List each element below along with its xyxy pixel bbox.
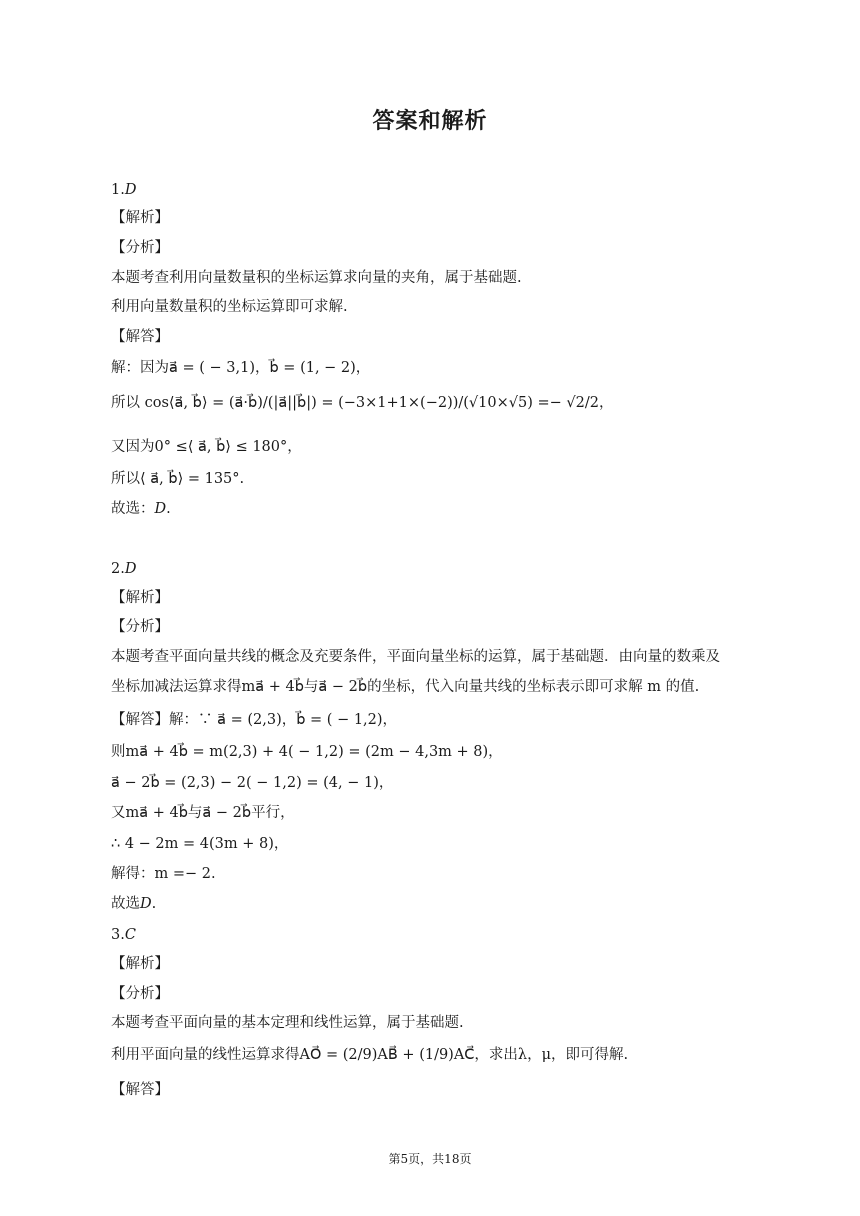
q3-fenxi-line-1: 本题考查平面向量的基本定理和线性运算，属于基础题.	[111, 1015, 464, 1031]
q1-solution-line-1: 解：因为a⃗ = ( − 3,1)，b⃗ = (1, − 2)，	[111, 360, 371, 376]
q2-conclusion	[111, 894, 156, 914]
q1-conclusion	[111, 499, 171, 519]
q1-fenxi-label: 【分析】	[111, 240, 169, 256]
q1-fenxi-line-2: 利用向量数量积的坐标运算即可求解.	[111, 299, 348, 315]
q2-solution-line-3: a⃗ − 2b⃗ = (2,3) − 2( − 1,2) = (4, − 1)，	[111, 775, 394, 791]
q1-jieda-label: 【解答】	[111, 329, 169, 345]
q2-jiexi-label: 【解析】	[111, 590, 169, 606]
q2-solution-line-1: 【解答】解：∵ a⃗ = (2,3)，b⃗ = ( − 1,2)，	[111, 712, 398, 728]
q1-solution-line-3: 又因为0° ≤⟨ a⃗, b⃗⟩ ≤ 180°，	[111, 439, 302, 455]
q3-jieda-label: 【解答】	[111, 1082, 169, 1098]
q1-conclusion-prefix: 故选：	[111, 501, 155, 517]
q1-solution-line-4: 所以⟨ a⃗, b⃗⟩ = 135°.	[111, 471, 245, 487]
q2-conclusion-prefix: 故选	[111, 896, 140, 912]
page-footer: 第5页，共18页	[388, 1152, 472, 1166]
q1-fenxi-line-1: 本题考查利用向量数量积的坐标运算求向量的夹角，属于基础题.	[111, 270, 522, 286]
q3-number: 3.	[111, 927, 125, 943]
q2-solution-line-2: 则ma⃗ + 4b⃗ = m(2,3) + 4( − 1,2) = (2m − 4,3m + 8)，	[111, 744, 503, 760]
q1-number: 1.	[111, 182, 125, 198]
q1-conclusion-suffix: .	[166, 501, 171, 517]
q2-fenxi-label: 【分析】	[111, 619, 169, 635]
q1-answer: D	[124, 182, 137, 198]
q3-fenxi-line-2: 利用平面向量的线性运算求得AO⃗ = (2/9)AB⃗ + (1/9)AC⃗，求出λ，μ，即可得解.	[111, 1047, 629, 1063]
q2-conclusion-answer: D	[140, 896, 152, 912]
q2-solution-line-4: 又ma⃗ + 4b⃗与a⃗ − 2b⃗平行，	[111, 805, 295, 821]
q3-jiexi-label: 【解析】	[111, 956, 169, 972]
q2-fenxi-line-1: 本题考查平面向量共线的概念及充要条件，平面向量坐标的运算，属于基础题．由向量的数乘及	[111, 649, 720, 665]
q2-fenxi-line-2: 坐标加减法运算求得ma⃗ + 4b⃗与a⃗ − 2b⃗的坐标，代入向量共线的坐标表示即可求解 m 的值.	[111, 679, 700, 695]
q2-heading	[111, 559, 136, 579]
document-title: 答案和解析	[372, 109, 488, 134]
q3-answer: C	[124, 927, 136, 943]
q1-jiexi-label: 【解析】	[111, 210, 169, 226]
q2-solution-line-6: 解得：m =− 2.	[111, 866, 216, 882]
q1-heading	[111, 180, 136, 200]
q1-solution-line-2: 所以 cos⟨a⃗, b⃗⟩ = (a⃗·b⃗)/(|a⃗||b⃗|) = (−3×1+1×(−2))/(√10×√5) =− √2/2，	[111, 395, 614, 411]
q2-answer: D	[124, 561, 137, 577]
q2-solution-line-5: ∴ 4 − 2m = 4(3m + 8)，	[111, 836, 289, 852]
q3-heading	[111, 925, 136, 945]
q2-conclusion-suffix: .	[151, 896, 157, 912]
q3-fenxi-label: 【分析】	[111, 986, 169, 1002]
q1-conclusion-answer: D	[154, 501, 167, 517]
q2-number: 2.	[111, 561, 125, 577]
